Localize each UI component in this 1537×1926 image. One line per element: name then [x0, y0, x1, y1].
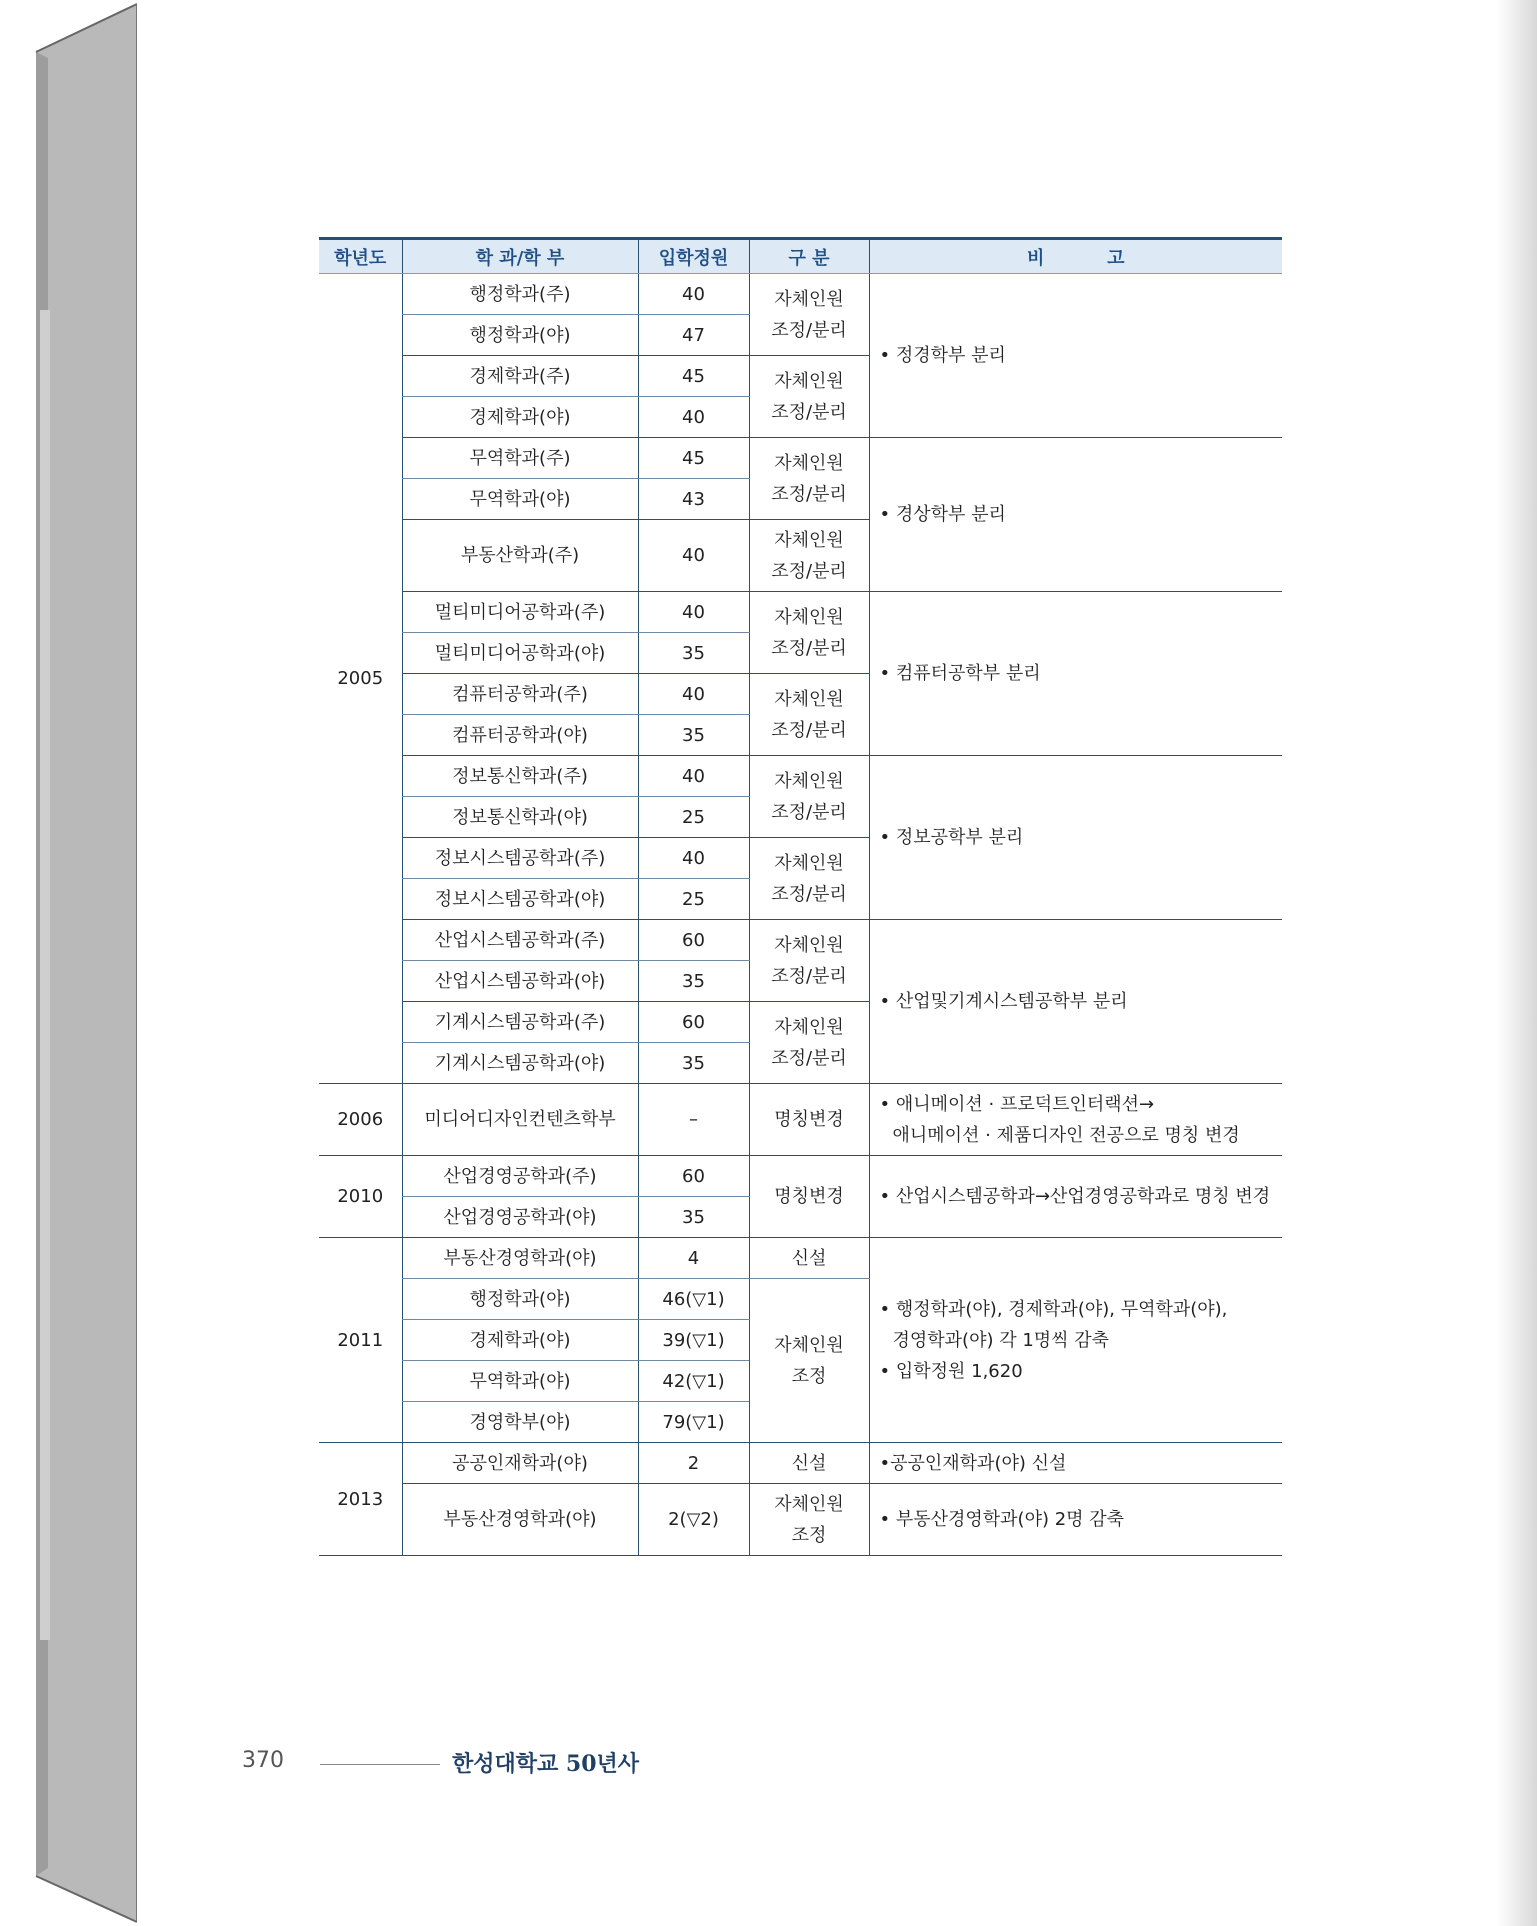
remarks-cell: • 행정학과(야), 경제학과(야), 무역학과(야), 경영학과(야) 각 1명씩 감축 • 입학정원 1,620: [869, 1238, 1282, 1443]
table-row: [319, 1156, 1282, 1197]
quota-cell: 35: [638, 961, 749, 1002]
department-cell: 멀티미디어공학과(야): [402, 633, 638, 674]
remarks-cell: •공공인재학과(야) 신설: [869, 1443, 1282, 1484]
department-cell: 무역학과(주): [402, 438, 638, 479]
quota-cell: 35: [638, 1197, 749, 1238]
year-cell: 2011: [319, 1238, 402, 1443]
quota-cell: 43: [638, 479, 749, 520]
quota-cell: 40: [638, 397, 749, 438]
footer-divider: [320, 1764, 440, 1765]
table-row: [319, 756, 1282, 797]
department-cell: 부동산학과(주): [402, 520, 638, 592]
quota-cell: 2(▽2): [638, 1484, 749, 1556]
table-header-row: [319, 239, 1282, 274]
quota-cell: 47: [638, 315, 749, 356]
department-cell: 산업경영공학과(야): [402, 1197, 638, 1238]
quota-cell: 79(▽1): [638, 1402, 749, 1443]
quota-cell: 40: [638, 592, 749, 633]
quota-cell: 60: [638, 920, 749, 961]
quota-cell: 42(▽1): [638, 1361, 749, 1402]
quota-cell: 4: [638, 1238, 749, 1279]
department-cell: 경제학과(주): [402, 356, 638, 397]
table-row: [319, 438, 1282, 479]
quota-cell: 40: [638, 674, 749, 715]
table-row: [319, 1238, 1282, 1279]
header-quota: 입학정원: [638, 239, 749, 274]
department-cell: 부동산경영학과(야): [402, 1484, 638, 1556]
quota-cell: 45: [638, 438, 749, 479]
department-cell: 공공인재학과(야): [402, 1443, 638, 1484]
type-cell: 자체인원 조정/분리: [749, 756, 869, 838]
year-cell: 2010: [319, 1156, 402, 1238]
remarks-cell: • 애니메이션 · 프로덕트인터랙션→ 애니메이션 · 제품디자인 전공으로 명칭 변경: [869, 1084, 1282, 1156]
type-cell: 자체인원 조정/분리: [749, 920, 869, 1002]
department-cell: 행정학과(주): [402, 274, 638, 315]
remarks-cell: • 정보공학부 분리: [869, 756, 1282, 920]
department-cell: 경영학부(야): [402, 1402, 638, 1443]
type-cell: 신설: [749, 1443, 869, 1484]
quota-cell: 45: [638, 356, 749, 397]
department-cell: 경제학과(야): [402, 397, 638, 438]
department-cell: 무역학과(야): [402, 1361, 638, 1402]
quota-cell: 35: [638, 715, 749, 756]
table-row: [319, 592, 1282, 633]
department-cell: 정보통신학과(야): [402, 797, 638, 838]
department-cell: 미디어디자인컨텐츠학부: [402, 1084, 638, 1156]
table-row: [319, 274, 1282, 315]
year-cell: 2013: [319, 1443, 402, 1556]
type-cell: 자체인원 조정/분리: [749, 592, 869, 674]
quota-cell: 40: [638, 274, 749, 315]
quota-cell: 40: [638, 756, 749, 797]
type-cell: 자체인원 조정/분리: [749, 520, 869, 592]
department-cell: 산업경영공학과(주): [402, 1156, 638, 1197]
department-cell: 무역학과(야): [402, 479, 638, 520]
type-cell: 자체인원 조정/분리: [749, 1002, 869, 1084]
quota-cell: 35: [638, 1043, 749, 1084]
table-row: [319, 1443, 1282, 1484]
remarks-cell: • 부동산경영학과(야) 2명 감축: [869, 1484, 1282, 1556]
department-cell: 경제학과(야): [402, 1320, 638, 1361]
quota-cell: 46(▽1): [638, 1279, 749, 1320]
year-cell: 2005: [319, 274, 402, 1084]
quota-cell: 60: [638, 1156, 749, 1197]
quota-cell: 40: [638, 520, 749, 592]
remarks-cell: • 경상학부 분리: [869, 438, 1282, 592]
quota-cell: 35: [638, 633, 749, 674]
department-cell: 산업시스템공학과(야): [402, 961, 638, 1002]
department-cell: 기계시스템공학과(주): [402, 1002, 638, 1043]
type-cell: 자체인원 조정/분리: [749, 674, 869, 756]
type-cell: 신설: [749, 1238, 869, 1279]
department-cell: 컴퓨터공학과(야): [402, 715, 638, 756]
remarks-cell: • 정경학부 분리: [869, 274, 1282, 438]
department-cell: 멀티미디어공학과(주): [402, 592, 638, 633]
admission-quota-table: [319, 237, 1282, 1556]
header-remarks: 비 고: [869, 239, 1282, 274]
quota-cell: 60: [638, 1002, 749, 1043]
remarks-cell: • 컴퓨터공학부 분리: [869, 592, 1282, 756]
type-cell: 자체인원 조정/분리: [749, 838, 869, 920]
department-cell: 기계시스템공학과(야): [402, 1043, 638, 1084]
department-cell: 정보시스템공학과(야): [402, 879, 638, 920]
department-cell: 행정학과(야): [402, 1279, 638, 1320]
quota-cell: 2: [638, 1443, 749, 1484]
department-cell: 부동산경영학과(야): [402, 1238, 638, 1279]
type-cell: 명칭변경: [749, 1084, 869, 1156]
quota-cell: 40: [638, 838, 749, 879]
department-cell: 산업시스템공학과(주): [402, 920, 638, 961]
page-number: 370: [242, 1748, 284, 1773]
header-year: 학년도: [319, 239, 402, 274]
department-cell: 정보통신학과(주): [402, 756, 638, 797]
header-type: 구 분: [749, 239, 869, 274]
table-row: [319, 1484, 1282, 1556]
type-cell: 자체인원 조정: [749, 1484, 869, 1556]
department-cell: 정보시스템공학과(주): [402, 838, 638, 879]
remarks-cell: • 산업및기계시스템공학부 분리: [869, 920, 1282, 1084]
page-shadow: [1497, 0, 1537, 1926]
department-cell: 행정학과(야): [402, 315, 638, 356]
table-row: [319, 920, 1282, 961]
type-cell: 명칭변경: [749, 1156, 869, 1238]
quota-cell: 25: [638, 879, 749, 920]
year-cell: 2006: [319, 1084, 402, 1156]
type-cell: 자체인원 조정/분리: [749, 438, 869, 520]
book-title: 한성대학교 50년사: [452, 1751, 640, 1777]
table-row: [319, 1084, 1282, 1156]
quota-cell: –: [638, 1084, 749, 1156]
quota-cell: 39(▽1): [638, 1320, 749, 1361]
department-cell: 컴퓨터공학과(주): [402, 674, 638, 715]
quota-cell: 25: [638, 797, 749, 838]
header-department: 학 과/학 부: [402, 239, 638, 274]
type-cell: 자체인원 조정: [749, 1279, 869, 1443]
type-cell: 자체인원 조정/분리: [749, 274, 869, 356]
remarks-cell: • 산업시스템공학과→산업경영공학과로 명칭 변경: [869, 1156, 1282, 1238]
type-cell: 자체인원 조정/분리: [749, 356, 869, 438]
